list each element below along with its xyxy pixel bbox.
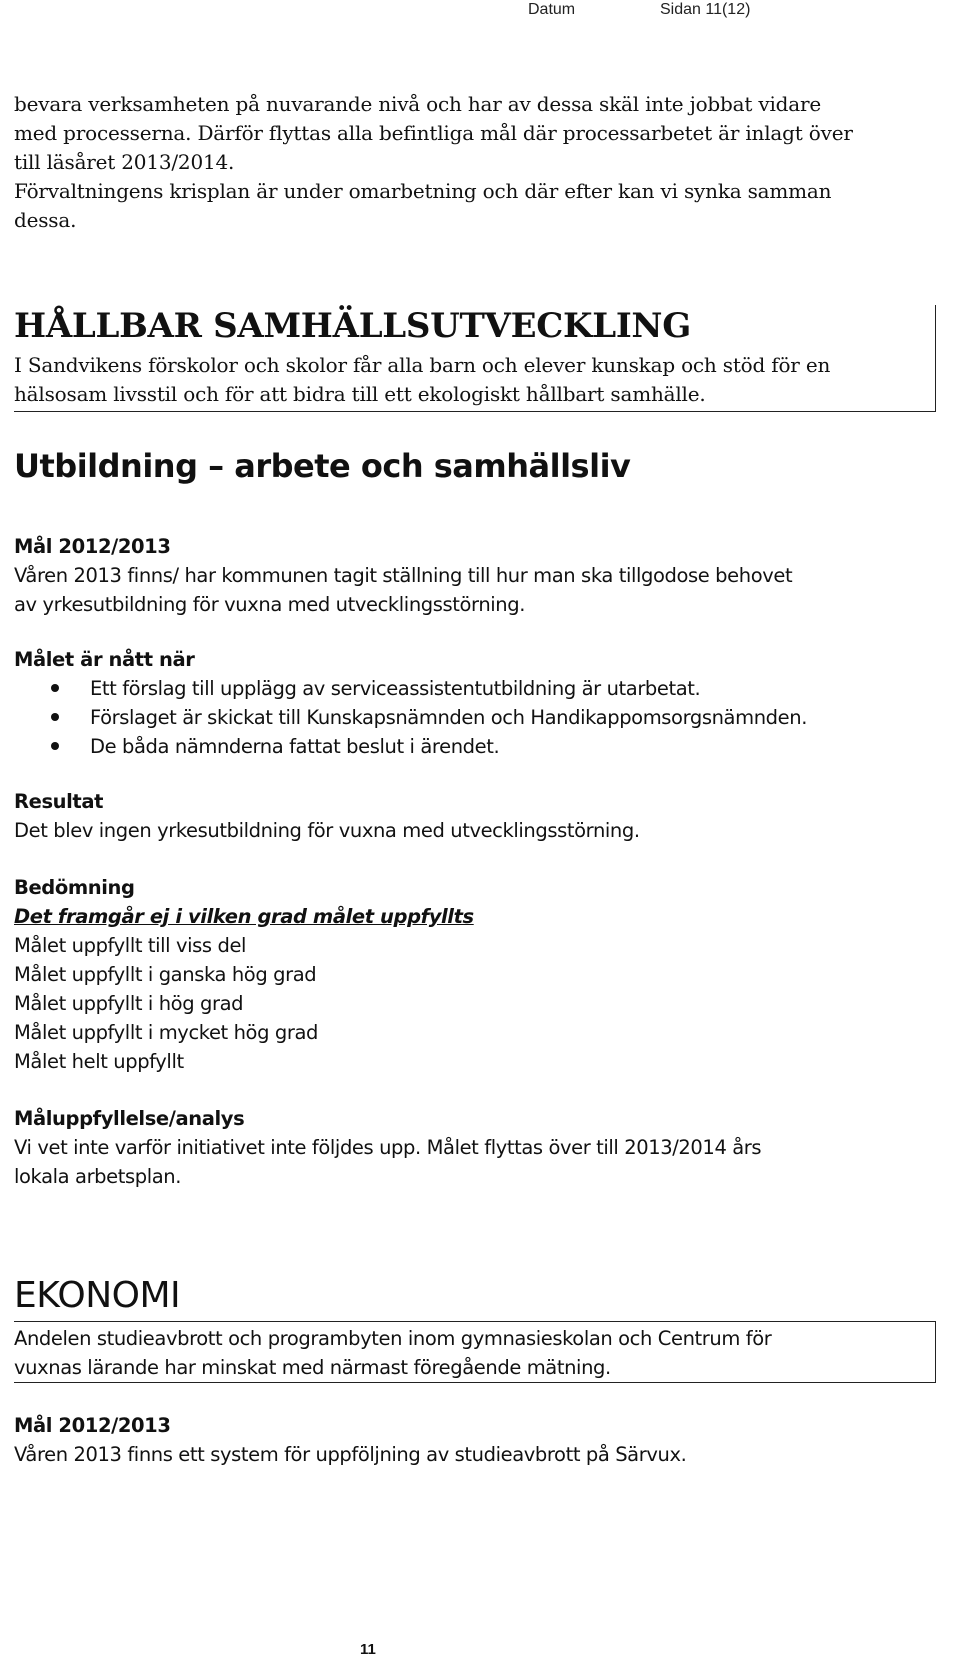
bullet-icon bbox=[51, 742, 59, 750]
ekonomi-mal-label: Mål 2012/2013 bbox=[14, 1414, 171, 1437]
mal-text-line: av yrkesutbildning för vuxna med utvecklingsstörning. bbox=[14, 593, 526, 616]
bedomning-option: Målet uppfyllt i ganska hög grad bbox=[14, 963, 317, 986]
malet-natt-label: Målet är nått när bbox=[14, 648, 195, 671]
list-item: De båda nämnderna fattat beslut i ärendet. bbox=[14, 732, 934, 761]
header-page-indicator: Sidan 11(12) bbox=[660, 1, 751, 18]
page-header bbox=[0, 0, 960, 22]
intro-line: till läsåret 2013/2014. bbox=[14, 150, 235, 174]
ekonomi-text-line: Andelen studieavbrott och programbyten inom gymnasieskolan och Centrum för bbox=[14, 1327, 772, 1350]
bullet-icon bbox=[51, 713, 59, 721]
ekonomi-heading: EKONOMI bbox=[14, 1275, 181, 1316]
hallbar-section-box bbox=[14, 305, 936, 412]
bedomning-option: Målet uppfyllt i hög grad bbox=[14, 992, 244, 1015]
mal-label: Mål 2012/2013 bbox=[14, 535, 171, 558]
criteria-list bbox=[14, 674, 934, 761]
utbildning-heading: Utbildning – arbete och samhällsliv bbox=[14, 447, 631, 485]
intro-line: dessa. bbox=[14, 208, 77, 232]
analys-text-line: lokala arbetsplan. bbox=[14, 1165, 182, 1188]
analys-text-line: Vi vet inte varför initiativet inte följdes upp. Målet flyttas över till 2013/2014 års bbox=[14, 1136, 762, 1159]
list-item: Ett förslag till upplägg av serviceassistentutbildning är utarbetat. bbox=[14, 674, 934, 703]
hallbar-text-line: hälsosam livsstil och för att bidra till ett ekologiskt hållbart samhälle. bbox=[14, 382, 706, 406]
analys-label: Måluppfyllelse/analys bbox=[14, 1107, 245, 1130]
resultat-text: Det blev ingen yrkesutbildning för vuxna med utvecklingsstörning. bbox=[14, 819, 640, 842]
document-body bbox=[14, 90, 934, 1469]
list-item: Förslaget är skickat till Kunskapsnämnden och Handikappomsorgsnämnden. bbox=[14, 703, 934, 732]
ekonomi-mal-text: Våren 2013 finns ett system för uppföljning av studieavbrott på Särvux. bbox=[14, 1443, 687, 1466]
bedomning-label: Bedömning bbox=[14, 876, 135, 899]
bedomning-option: Målet helt uppfyllt bbox=[14, 1050, 184, 1073]
bedomning-selected-option: Det framgår ej i vilken grad målet uppfyllts bbox=[14, 905, 474, 928]
ekonomi-text-line: vuxnas lärande har minskat med närmast föregående mätning. bbox=[14, 1356, 611, 1379]
footer-page-number: 11 bbox=[360, 1641, 376, 1658]
bedomning-option: Målet uppfyllt i mycket hög grad bbox=[14, 1021, 318, 1044]
mal-text-line: Våren 2013 finns/ har kommunen tagit ställning till hur man ska tillgodose behovet bbox=[14, 564, 793, 587]
intro-line: Förvaltningens krisplan är under omarbetning och där efter kan vi synka samman bbox=[14, 179, 832, 203]
ekonomi-section-box bbox=[14, 1321, 936, 1383]
resultat-label: Resultat bbox=[14, 790, 104, 813]
intro-paragraph bbox=[14, 90, 934, 235]
hallbar-text-line: I Sandvikens förskolor och skolor får alla barn och elever kunskap och stöd för en bbox=[14, 353, 831, 377]
bedomning-option: Målet uppfyllt till viss del bbox=[14, 934, 247, 957]
header-datum-label: Datum bbox=[528, 1, 576, 18]
intro-line: bevara verksamheten på nuvarande nivå och har av dessa skäl inte jobbat vidare bbox=[14, 92, 821, 116]
bullet-icon bbox=[51, 684, 59, 692]
intro-line: med processerna. Därför flyttas alla befintliga mål där processarbetet är inlagt över bbox=[14, 121, 853, 145]
hallbar-heading: HÅLLBAR SAMHÄLLSUTVECKLING bbox=[14, 306, 691, 346]
